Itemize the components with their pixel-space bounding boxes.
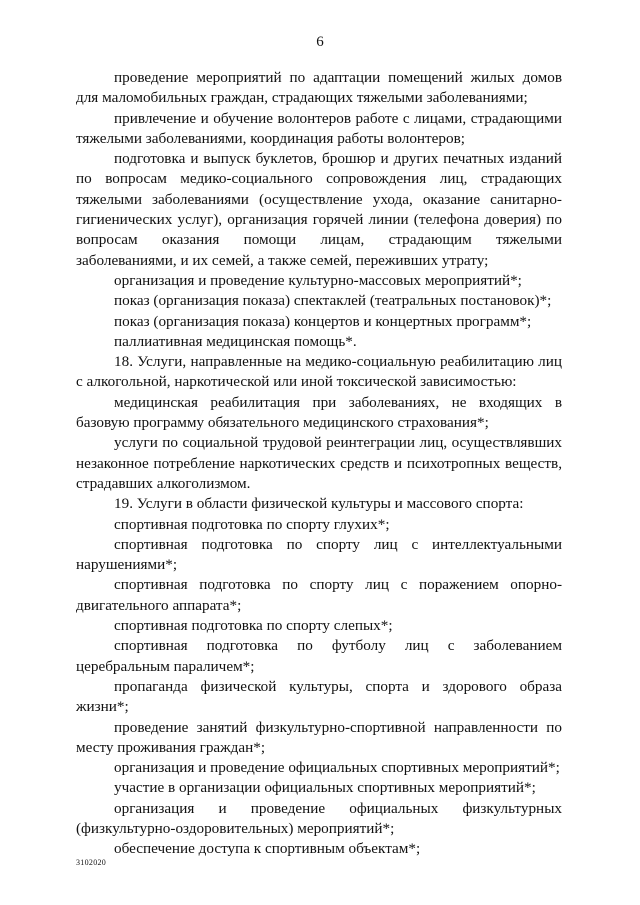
- paragraph-booklets: подготовка и выпуск буклетов, брошюр и других печатных изданий по вопросам медико-социального сопровождения лиц, страдающих тяжелыми заболеваниями (осуществление ухода, оказание санитарно-гигиенических услуг), организация горячей линии (телефона доверия) по вопросам оказания помощи лицам, страдающим тяжелыми заболеваниями, и их семей, а также семей, переживших утрату;: [76, 150, 562, 269]
- paragraph-cp-football: спортивная подготовка по футболу лиц с заболеванием церебральным параличем*;: [76, 637, 562, 675]
- document-code: 3102020: [76, 858, 107, 867]
- paragraph-residence-classes: проведение занятий физкультурно-спортивной направленности по месту проживания граждан*;: [76, 718, 562, 756]
- paragraph-concerts: показ (организация показа) концертов и концертных программ*;: [114, 312, 532, 330]
- paragraph-sport-promotion: пропаганда физической культуры, спорта и здорового образа жизни*;: [76, 677, 562, 716]
- paragraph-facility-access: обеспечение доступа к спортивным объектам*;: [114, 840, 421, 858]
- page-number: 6: [316, 34, 324, 50]
- paragraph-blind-sport: спортивная подготовка по спорту слепых*;: [114, 617, 393, 635]
- paragraph-theatre-shows: показ (организация показа) спектаклей (театральных постановок)*;: [114, 292, 552, 310]
- paragraph-housing-adaptation: проведение мероприятий по адаптации помещений жилых домов для маломобильных граждан, страдающих тяжелыми заболеваниями;: [76, 69, 562, 107]
- paragraph-cultural-events: организация и проведение культурно-массовых мероприятий*;: [114, 271, 522, 289]
- section-19-heading: 19. Услуги в области физической культуры и массового спорта:: [114, 495, 524, 513]
- paragraph-labor-reintegration: услуги по социальной трудовой реинтеграции лиц, осуществлявших незаконное потребление наркотических средств и психотропных веществ, страдавших алкоголизмом.: [76, 434, 562, 492]
- document-body: [76, 68, 562, 860]
- paragraph-musculoskeletal-sport: спортивная подготовка по спорту лиц с поражением опорно-двигательного аппарата*;: [76, 576, 562, 614]
- paragraph-intellectual-sport: спортивная подготовка по спорту лиц с интеллектуальными нарушениями*;: [76, 535, 562, 574]
- paragraph-palliative-care: паллиативная медицинская помощь*.: [114, 332, 357, 350]
- paragraph-official-events: организация и проведение официальных спортивных мероприятий*;: [114, 759, 560, 777]
- paragraph-medical-rehabilitation: медицинская реабилитация при заболеваниях, не входящих в базовую программу обязательного медицинского страхования*;: [76, 393, 562, 432]
- paragraph-event-participation: участие в организации официальных спортивных мероприятий*;: [114, 779, 536, 797]
- paragraph-volunteers: привлечение и обучение волонтеров работе с лицами, страдающими тяжелыми заболеваниями, координация работы волонтеров;: [76, 109, 562, 147]
- section-18-heading: 18. Услуги, направленные на медико-социальную реабилитацию лиц с алкогольной, наркотической или иной токсической зависимостью:: [76, 353, 562, 391]
- paragraph-deaf-sport: спортивная подготовка по спорту глухих*;: [114, 515, 390, 533]
- paragraph-fitness-events: организация и проведение официальных физкультурных (физкультурно-оздоровительных) мероприятий*;: [76, 799, 562, 837]
